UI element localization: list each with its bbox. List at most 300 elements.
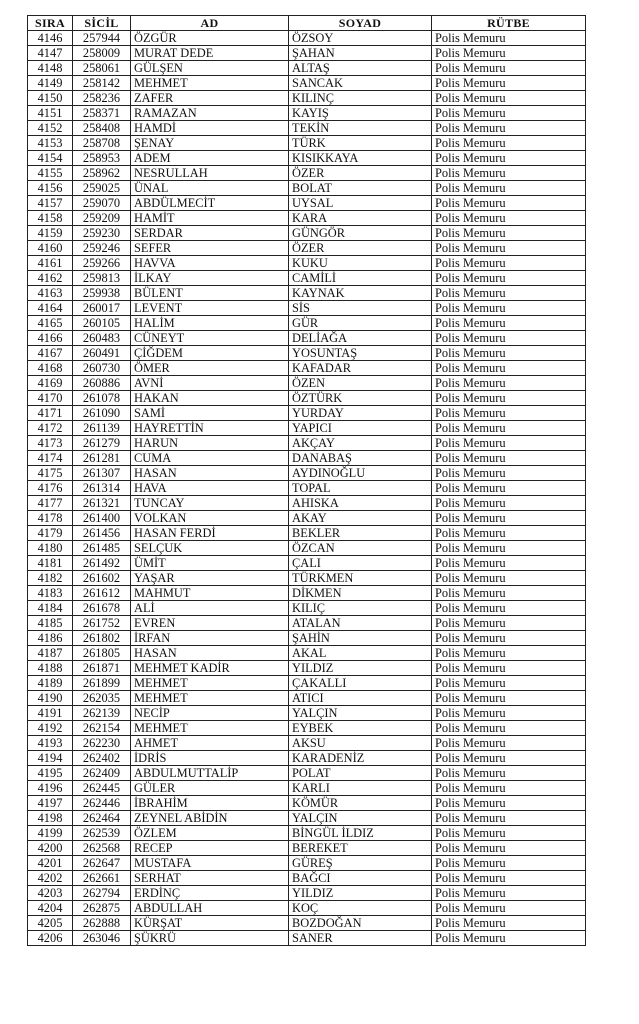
rutbe-cell: Polis Memuru [432,721,586,736]
ad-cell: HAMİT [131,211,289,226]
soyad-cell: GÜREŞ [289,856,432,871]
sicil-cell: 262230 [73,736,131,751]
sira-cell: 4152 [28,121,73,136]
sira-cell: 4181 [28,556,73,571]
soyad-cell: BEKLER [289,526,432,541]
sicil-cell: 259246 [73,241,131,256]
sira-cell: 4171 [28,406,73,421]
sira-cell: 4148 [28,61,73,76]
ad-cell: ABDULMUTTALİP [131,766,289,781]
sicil-cell: 258236 [73,91,131,106]
sira-cell: 4164 [28,301,73,316]
sira-cell: 4203 [28,886,73,901]
table-row [28,481,586,496]
sicil-cell: 261492 [73,556,131,571]
table-row [28,706,586,721]
rutbe-cell: Polis Memuru [432,751,586,766]
table-row [28,316,586,331]
sicil-cell: 260491 [73,346,131,361]
soyad-cell: EYBEK [289,721,432,736]
rutbe-cell: Polis Memuru [432,256,586,271]
soyad-cell: ÖZTÜRK [289,391,432,406]
rutbe-cell: Polis Memuru [432,451,586,466]
soyad-cell: ÖZEN [289,376,432,391]
soyad-cell: DELİAĞA [289,331,432,346]
rutbe-cell: Polis Memuru [432,826,586,841]
sicil-cell: 258708 [73,136,131,151]
table-row [28,451,586,466]
sicil-cell: 258142 [73,76,131,91]
table-row [28,886,586,901]
soyad-cell: YALÇIN [289,706,432,721]
sira-cell: 4200 [28,841,73,856]
soyad-cell: ALTAŞ [289,61,432,76]
rutbe-cell: Polis Memuru [432,466,586,481]
ad-cell: ERDİNÇ [131,886,289,901]
rutbe-cell: Polis Memuru [432,166,586,181]
soyad-cell: BEREKET [289,841,432,856]
rutbe-cell: Polis Memuru [432,181,586,196]
soyad-cell: SİS [289,301,432,316]
ad-cell: İLKAY [131,271,289,286]
rutbe-cell: Polis Memuru [432,106,586,121]
rutbe-cell: Polis Memuru [432,886,586,901]
sicil-cell: 258009 [73,46,131,61]
sicil-cell: 261400 [73,511,131,526]
rutbe-cell: Polis Memuru [432,811,586,826]
rutbe-cell: Polis Memuru [432,841,586,856]
table-row [28,376,586,391]
sira-cell: 4163 [28,286,73,301]
table-body [28,31,586,946]
table-row [28,826,586,841]
rutbe-cell: Polis Memuru [432,436,586,451]
sira-cell: 4182 [28,571,73,586]
sira-cell: 4170 [28,391,73,406]
ad-cell: AVNİ [131,376,289,391]
rutbe-cell: Polis Memuru [432,601,586,616]
table-row [28,661,586,676]
soyad-cell: ATALAN [289,616,432,631]
table-row [28,856,586,871]
rutbe-cell: Polis Memuru [432,406,586,421]
table-row [28,901,586,916]
sicil-cell: 261678 [73,601,131,616]
ad-cell: HALİM [131,316,289,331]
ad-cell: TUNCAY [131,496,289,511]
table-row [28,136,586,151]
soyad-cell: AKSU [289,736,432,751]
rutbe-cell: Polis Memuru [432,856,586,871]
sicil-cell: 262409 [73,766,131,781]
soyad-cell: KAYIŞ [289,106,432,121]
sira-cell: 4191 [28,706,73,721]
rutbe-cell: Polis Memuru [432,586,586,601]
table-row [28,691,586,706]
sicil-cell: 258371 [73,106,131,121]
table-row [28,841,586,856]
sicil-cell: 261752 [73,616,131,631]
soyad-cell: DİKMEN [289,586,432,601]
soyad-cell: DANABAŞ [289,451,432,466]
ad-cell: HASAN FERDİ [131,526,289,541]
soyad-cell: KARADENİZ [289,751,432,766]
sira-cell: 4172 [28,421,73,436]
soyad-cell: TEKİN [289,121,432,136]
table-row [28,391,586,406]
soyad-cell: ÖZCAN [289,541,432,556]
ad-cell: LEVENT [131,301,289,316]
table-row [28,781,586,796]
table-row [28,631,586,646]
soyad-cell: ÖZER [289,241,432,256]
soyad-cell: KAFADAR [289,361,432,376]
table-row [28,766,586,781]
ad-cell: ÖMER [131,361,289,376]
rutbe-cell: Polis Memuru [432,301,586,316]
soyad-cell: KARLI [289,781,432,796]
rutbe-cell: Polis Memuru [432,616,586,631]
table-row [28,31,586,46]
personnel-table [27,15,586,946]
sira-cell: 4201 [28,856,73,871]
table-row [28,361,586,376]
ad-cell: HAMDİ [131,121,289,136]
soyad-cell: KÖMÜR [289,796,432,811]
ad-cell: ÇİĞDEM [131,346,289,361]
sira-cell: 4165 [28,316,73,331]
sira-cell: 4202 [28,871,73,886]
table-row [28,571,586,586]
sira-cell: 4160 [28,241,73,256]
ad-cell: ABDULLAH [131,901,289,916]
soyad-cell: ÖZSOY [289,31,432,46]
table-row [28,256,586,271]
soyad-cell: SANER [289,931,432,946]
sicil-cell: 261307 [73,466,131,481]
sicil-cell: 259025 [73,181,131,196]
table-row [28,646,586,661]
ad-cell: İRFAN [131,631,289,646]
rutbe-cell: Polis Memuru [432,271,586,286]
ad-cell: MEHMET [131,76,289,91]
table-row [28,811,586,826]
rutbe-cell: Polis Memuru [432,661,586,676]
sicil-cell: 261139 [73,421,131,436]
soyad-cell: TÜRK [289,136,432,151]
sira-cell: 4167 [28,346,73,361]
rutbe-cell: Polis Memuru [432,121,586,136]
soyad-cell: ÇALI [289,556,432,571]
sicil-cell: 262035 [73,691,131,706]
rutbe-cell: Polis Memuru [432,766,586,781]
ad-cell: RAMAZAN [131,106,289,121]
header-sira: SIRA [28,16,73,31]
soyad-cell: BOZDOĞAN [289,916,432,931]
sira-cell: 4149 [28,76,73,91]
sira-cell: 4179 [28,526,73,541]
table-row [28,46,586,61]
sira-cell: 4184 [28,601,73,616]
sicil-cell: 259070 [73,196,131,211]
table-row [28,796,586,811]
ad-cell: HAVVA [131,256,289,271]
soyad-cell: AKAY [289,511,432,526]
rutbe-cell: Polis Memuru [432,346,586,361]
sira-cell: 4175 [28,466,73,481]
ad-cell: VOLKAN [131,511,289,526]
sicil-cell: 261279 [73,436,131,451]
sicil-cell: 261899 [73,676,131,691]
soyad-cell: ŞAHİN [289,631,432,646]
sicil-cell: 262464 [73,811,131,826]
ad-cell: BÜLENT [131,286,289,301]
ad-cell: ABDÜLMECİT [131,196,289,211]
table-row [28,271,586,286]
rutbe-cell: Polis Memuru [432,196,586,211]
ad-cell: NECİP [131,706,289,721]
sira-cell: 4194 [28,751,73,766]
sicil-cell: 261612 [73,586,131,601]
sicil-cell: 260017 [73,301,131,316]
table-row [28,76,586,91]
sicil-cell: 262568 [73,841,131,856]
table-row [28,541,586,556]
soyad-cell: KUKU [289,256,432,271]
ad-cell: ŞENAY [131,136,289,151]
table-row [28,511,586,526]
rutbe-cell: Polis Memuru [432,151,586,166]
rutbe-cell: Polis Memuru [432,211,586,226]
ad-cell: ÜMİT [131,556,289,571]
rutbe-cell: Polis Memuru [432,631,586,646]
sira-cell: 4196 [28,781,73,796]
sira-cell: 4159 [28,226,73,241]
soyad-cell: UYSAL [289,196,432,211]
sicil-cell: 258953 [73,151,131,166]
ad-cell: HARUN [131,436,289,451]
ad-cell: SELÇUK [131,541,289,556]
sicil-cell: 262402 [73,751,131,766]
ad-cell: SAMİ [131,406,289,421]
ad-cell: ÜNAL [131,181,289,196]
sira-cell: 4153 [28,136,73,151]
soyad-cell: BOLAT [289,181,432,196]
table-row [28,151,586,166]
table-row [28,286,586,301]
rutbe-cell: Polis Memuru [432,541,586,556]
ad-cell: CÜNEYT [131,331,289,346]
ad-cell: İDRİS [131,751,289,766]
soyad-cell: POLAT [289,766,432,781]
soyad-cell: KARA [289,211,432,226]
header-rutbe: RÜTBE [432,16,586,31]
table-row [28,616,586,631]
sira-cell: 4186 [28,631,73,646]
sicil-cell: 258408 [73,121,131,136]
sicil-cell: 262154 [73,721,131,736]
sira-cell: 4187 [28,646,73,661]
sicil-cell: 260730 [73,361,131,376]
table-row [28,241,586,256]
sicil-cell: 260483 [73,331,131,346]
sira-cell: 4169 [28,376,73,391]
sira-cell: 4199 [28,826,73,841]
rutbe-cell: Polis Memuru [432,931,586,946]
sicil-cell: 262139 [73,706,131,721]
rutbe-cell: Polis Memuru [432,361,586,376]
sira-cell: 4198 [28,811,73,826]
rutbe-cell: Polis Memuru [432,421,586,436]
soyad-cell: KILIÇ [289,601,432,616]
rutbe-cell: Polis Memuru [432,331,586,346]
sira-cell: 4173 [28,436,73,451]
soyad-cell: KOÇ [289,901,432,916]
ad-cell: GÜLŞEN [131,61,289,76]
table-row [28,496,586,511]
rutbe-cell: Polis Memuru [432,226,586,241]
ad-cell: ŞÜKRÜ [131,931,289,946]
table-row [28,166,586,181]
sira-cell: 4189 [28,676,73,691]
sicil-cell: 259230 [73,226,131,241]
ad-cell: SERHAT [131,871,289,886]
soyad-cell: YURDAY [289,406,432,421]
sira-cell: 4146 [28,31,73,46]
sira-cell: 4155 [28,166,73,181]
sicil-cell: 261805 [73,646,131,661]
ad-cell: MEHMET [131,676,289,691]
table-row [28,556,586,571]
ad-cell: SEFER [131,241,289,256]
soyad-cell: ÖZER [289,166,432,181]
soyad-cell: ATICI [289,691,432,706]
ad-cell: SERDAR [131,226,289,241]
sira-cell: 4205 [28,916,73,931]
sira-cell: 4180 [28,541,73,556]
rutbe-cell: Polis Memuru [432,376,586,391]
ad-cell: HAKAN [131,391,289,406]
rutbe-cell: Polis Memuru [432,241,586,256]
ad-cell: ALİ [131,601,289,616]
sira-cell: 4177 [28,496,73,511]
soyad-cell: GÜR [289,316,432,331]
sira-cell: 4147 [28,46,73,61]
table-row [28,931,586,946]
sira-cell: 4150 [28,91,73,106]
soyad-cell: AKAL [289,646,432,661]
sira-cell: 4161 [28,256,73,271]
table-row [28,676,586,691]
soyad-cell: TÜRKMEN [289,571,432,586]
ad-cell: MURAT DEDE [131,46,289,61]
soyad-cell: YILDIZ [289,661,432,676]
ad-cell: ADEM [131,151,289,166]
rutbe-cell: Polis Memuru [432,736,586,751]
ad-cell: MAHMUT [131,586,289,601]
sicil-cell: 261078 [73,391,131,406]
rutbe-cell: Polis Memuru [432,481,586,496]
table-row [28,196,586,211]
table-row [28,211,586,226]
sicil-cell: 259266 [73,256,131,271]
table-row [28,61,586,76]
table-row [28,526,586,541]
soyad-cell: CAMİLİ [289,271,432,286]
sira-cell: 4166 [28,331,73,346]
ad-cell: ÖZGÜR [131,31,289,46]
sicil-cell: 258962 [73,166,131,181]
table-row [28,871,586,886]
ad-cell: İBRAHİM [131,796,289,811]
rutbe-cell: Polis Memuru [432,646,586,661]
soyad-cell: AYDINOĞLU [289,466,432,481]
sira-cell: 4156 [28,181,73,196]
ad-cell: GÜLER [131,781,289,796]
soyad-cell: KILINÇ [289,91,432,106]
soyad-cell: GÜNGÖR [289,226,432,241]
soyad-cell: SANCAK [289,76,432,91]
ad-cell: HASAN [131,466,289,481]
rutbe-cell: Polis Memuru [432,91,586,106]
soyad-cell: BİNGÜL İLDIZ [289,826,432,841]
ad-cell: KÜRŞAT [131,916,289,931]
ad-cell: HAVA [131,481,289,496]
soyad-cell: YALÇIN [289,811,432,826]
sicil-cell: 261314 [73,481,131,496]
soyad-cell: YAPICI [289,421,432,436]
sira-cell: 4190 [28,691,73,706]
sicil-cell: 262539 [73,826,131,841]
table-row [28,121,586,136]
rutbe-cell: Polis Memuru [432,316,586,331]
sicil-cell: 261090 [73,406,131,421]
sicil-cell: 261485 [73,541,131,556]
soyad-cell: ÇAKALLI [289,676,432,691]
header-row [28,16,586,31]
table-row [28,346,586,361]
sira-cell: 4204 [28,901,73,916]
sira-cell: 4176 [28,481,73,496]
rutbe-cell: Polis Memuru [432,571,586,586]
sira-cell: 4154 [28,151,73,166]
sicil-cell: 262661 [73,871,131,886]
header-ad: AD [131,16,289,31]
ad-cell: NESRULLAH [131,166,289,181]
sicil-cell: 258061 [73,61,131,76]
rutbe-cell: Polis Memuru [432,916,586,931]
sira-cell: 4185 [28,616,73,631]
rutbe-cell: Polis Memuru [432,526,586,541]
table-row [28,301,586,316]
table-row [28,601,586,616]
sicil-cell: 261802 [73,631,131,646]
table-row [28,721,586,736]
sicil-cell: 259209 [73,211,131,226]
ad-cell: ZAFER [131,91,289,106]
sicil-cell: 262875 [73,901,131,916]
ad-cell: MUSTAFA [131,856,289,871]
sicil-cell: 263046 [73,931,131,946]
sicil-cell: 262445 [73,781,131,796]
ad-cell: ÖZLEM [131,826,289,841]
ad-cell: RECEP [131,841,289,856]
sira-cell: 4206 [28,931,73,946]
rutbe-cell: Polis Memuru [432,901,586,916]
sicil-cell: 261321 [73,496,131,511]
sira-cell: 4162 [28,271,73,286]
rutbe-cell: Polis Memuru [432,61,586,76]
